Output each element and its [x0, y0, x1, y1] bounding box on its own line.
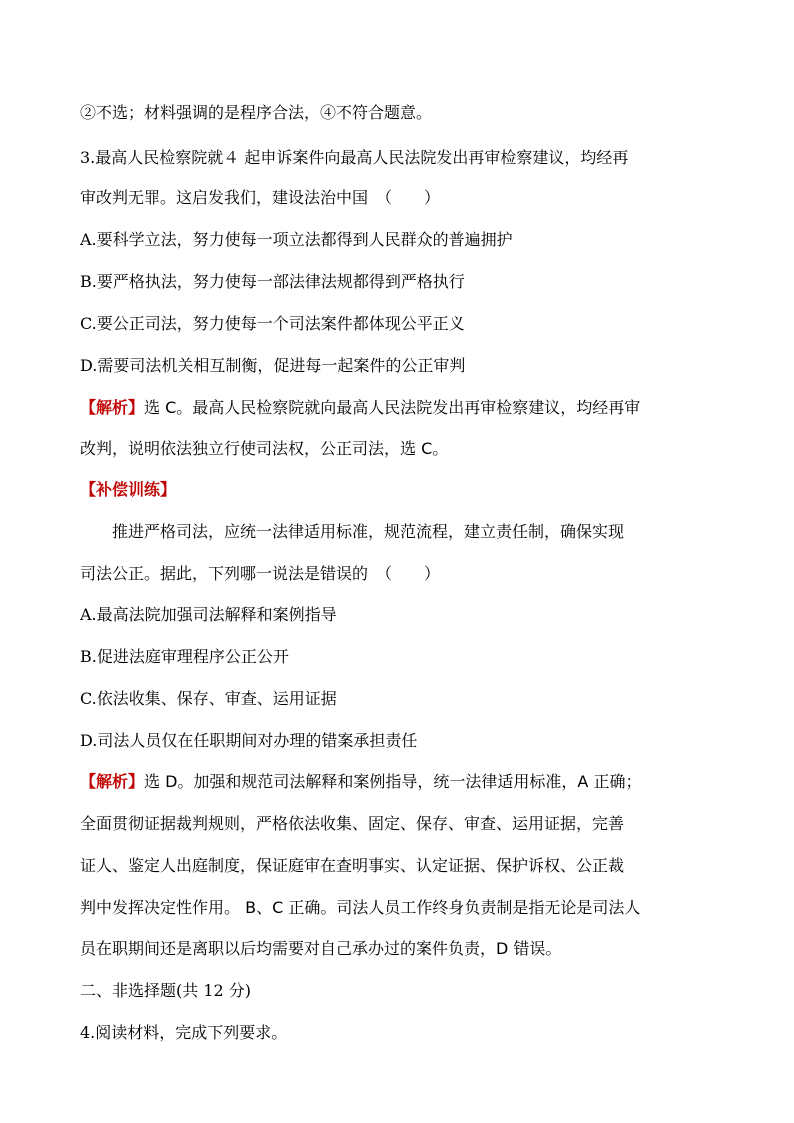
line-text: B.要严格执法，努力使每一部法律法规都得到严格执行 — [80, 272, 465, 291]
supplement-analysis-line-3 — [80, 855, 624, 877]
line-text: 员在职期间还是离职以后均需要对自己承办过的案件负责，D 错误。 — [80, 939, 562, 958]
question-3-option-c — [80, 313, 465, 335]
question-3-stem-line-2 — [80, 187, 440, 209]
supplement-option-b — [80, 646, 289, 668]
analysis-continuation-line — [80, 102, 432, 124]
supplement-option-a — [80, 604, 337, 626]
line-text: 二、非选择题(共 12 分) — [80, 981, 252, 1000]
supplement-analysis-line-2 — [80, 813, 624, 835]
question-3-option-d — [80, 355, 465, 377]
supplement-stem-line-2 — [80, 563, 440, 585]
line-text: 全面贯彻证据裁判规则，严格依法收集、固定、保存、审查、运用证据，完善 — [80, 814, 625, 833]
line-text: D.需要司法机关相互制衡，促进每一起案件的公正审判 — [80, 356, 466, 375]
line-text: C.要公正司法，努力使每一个司法案件都体现公平正义 — [80, 314, 465, 333]
question-3-stem-line-1 — [80, 147, 628, 169]
line-text: 审改判无罪。这启发我们，建设法治中国 （ ） — [80, 188, 441, 207]
section-heading-non-choice — [80, 980, 251, 1002]
analysis-tag: 【解析】 — [80, 398, 145, 417]
line-text: ②不选；材料强调的是程序合法，④不符合题意。 — [80, 103, 433, 122]
supplement-heading — [80, 479, 176, 501]
question-4-stem — [80, 1022, 287, 1044]
line-text: A.最高法院加强司法解释和案例指导 — [80, 605, 337, 624]
line-text: 改判，说明依法独立行使司法权，公正司法，选 C。 — [80, 439, 449, 458]
supplement-analysis-line-5 — [80, 938, 561, 960]
line-text: 判中发挥决定性作用。 B、C 正确。司法人员工作终身负责制是指无论是司法人 — [80, 898, 641, 917]
line-text: C.依法收集、保存、审查、运用证据 — [80, 689, 337, 708]
line-text: 推进严格司法，应统一法律适用标准，规范流程，建立责任制，确保实现 — [112, 522, 625, 541]
line-text: 证人、鉴定人出庭制度，保证庭审在查明事实、认定证据、保护诉权、公正裁 — [80, 856, 625, 875]
line-text: D.司法人员仅在任职期间对办理的错案承担责任 — [80, 731, 418, 750]
supplement-stem-line-1 — [112, 521, 624, 543]
line-text: 4.阅读材料，完成下列要求。 — [80, 1023, 288, 1042]
supplement-option-d — [80, 730, 417, 752]
line-text: 3.最高人民检察院就４ 起申诉案件向最高人民法院发出再审检察建议，均经再 — [80, 148, 629, 167]
supplement-analysis-line-1 — [80, 771, 641, 793]
supplement-analysis-line-4 — [80, 897, 640, 919]
line-text: B.促进法庭审理程序公正公开 — [80, 647, 289, 666]
line-text: 司法公正。据此，下列哪一说法是错误的 （ ） — [80, 564, 441, 583]
supplement-option-c — [80, 688, 337, 710]
question-3-analysis-line-1 — [80, 397, 640, 419]
supplement-tag: 【补偿训练】 — [80, 480, 177, 499]
line-text: 选 C。最高人民检察院就向最高人民法院发出再审检察建议，均经再审 — [144, 398, 641, 417]
line-text: A.要科学立法，努力使每一项立法都得到人民群众的普遍拥护 — [80, 230, 513, 249]
question-3-analysis-line-2 — [80, 438, 448, 460]
question-3-option-b — [80, 271, 465, 293]
analysis-tag: 【解析】 — [80, 772, 145, 791]
line-text: 选 D。加强和规范司法解释和案例指导，统一法律适用标准，A 正确； — [144, 772, 642, 791]
question-3-option-a — [80, 229, 513, 251]
